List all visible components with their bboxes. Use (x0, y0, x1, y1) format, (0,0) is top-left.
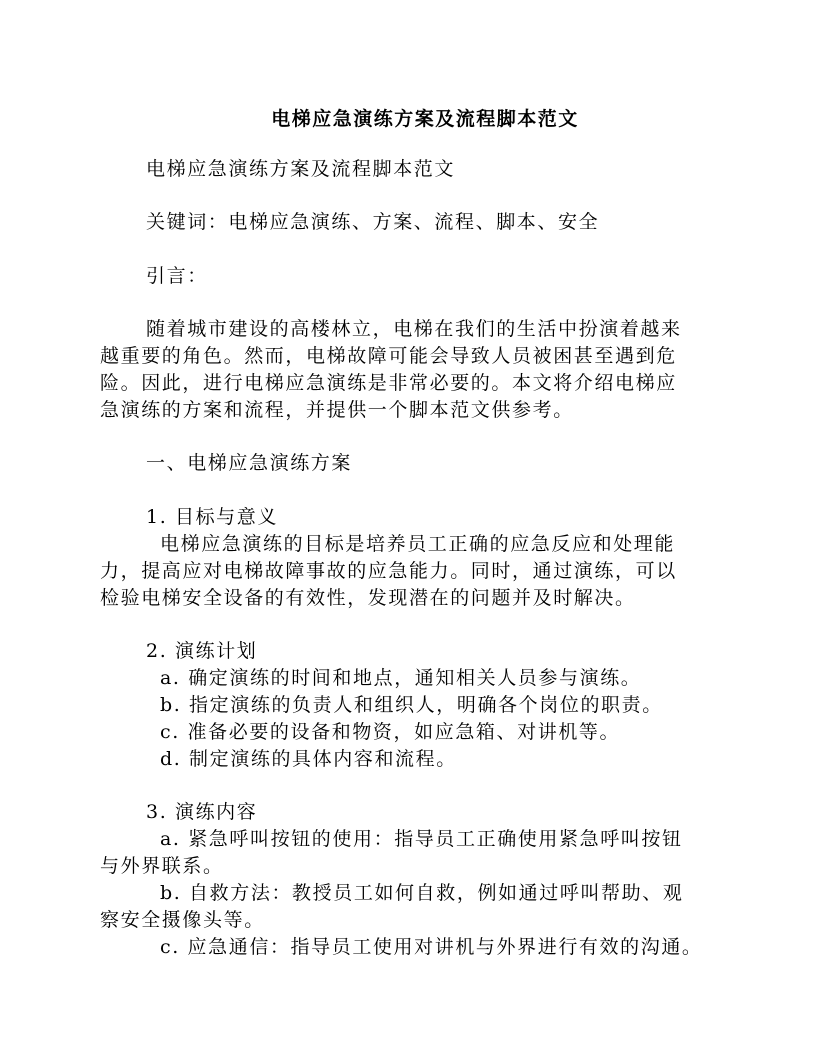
subtitle: 电梯应急演练方案及流程脚本范文 (146, 158, 456, 180)
keywords: 关键词：电梯应急演练、方案、流程、脚本、安全 (146, 211, 600, 233)
paragraph-line: 察安全摄像头等。 (100, 909, 265, 931)
paragraph-line: 检验电梯安全设备的有效性，发现潜在的问题并及时解决。 (100, 587, 636, 609)
list-item: d. 制定演练的具体内容和流程。 (160, 748, 457, 770)
subsection-heading: 2. 演练计划 (146, 640, 258, 662)
section-heading: 一、电梯应急演练方案 (146, 452, 353, 474)
list-item: c. 准备必要的设备和物资，如应急箱、对讲机等。 (160, 721, 621, 743)
paragraph-line: 急演练的方案和流程，并提供一个脚本范文供参考。 (100, 399, 574, 421)
subsection-heading: 1. 目标与意义 (146, 506, 278, 528)
paragraph-line: b. 自救方法：教授员工如何自救，例如通过呼叫帮助、观 (160, 882, 684, 904)
paragraph-line: a. 紧急呼叫按钮的使用：指导员工正确使用紧急呼叫按钮 (160, 828, 683, 850)
paragraph-line: c. 应急通信：指导员工使用对讲机与外界进行有效的沟通。 (160, 936, 703, 958)
paragraph-line: 越重要的角色。然而，电梯故障可能会导致人员被困甚至遇到危 (100, 345, 677, 367)
paragraph-line: 电梯应急演练的目标是培养员工正确的应急反应和处理能 (160, 533, 676, 555)
intro-heading: 引言： (146, 265, 208, 287)
document-title: 电梯应急演练方案及流程脚本范文 (271, 108, 579, 130)
paragraph-line: 险。因此，进行电梯应急演练是非常必要的。本文将介绍电梯应 (100, 372, 677, 394)
subsection-heading: 3. 演练内容 (146, 801, 258, 823)
paragraph-line: 力，提高应对电梯故障事故的应急能力。同时，通过演练，可以 (100, 560, 677, 582)
paragraph-line: 与外界联系。 (100, 855, 224, 877)
list-item: b. 指定演练的负责人和组织人，明确各个岗位的职责。 (160, 694, 663, 716)
list-item: a. 确定演练的时间和地点，通知相关人员参与演练。 (160, 667, 642, 689)
paragraph-line: 随着城市建设的高楼林立，电梯在我们的生活中扮演着越来 (146, 318, 682, 340)
